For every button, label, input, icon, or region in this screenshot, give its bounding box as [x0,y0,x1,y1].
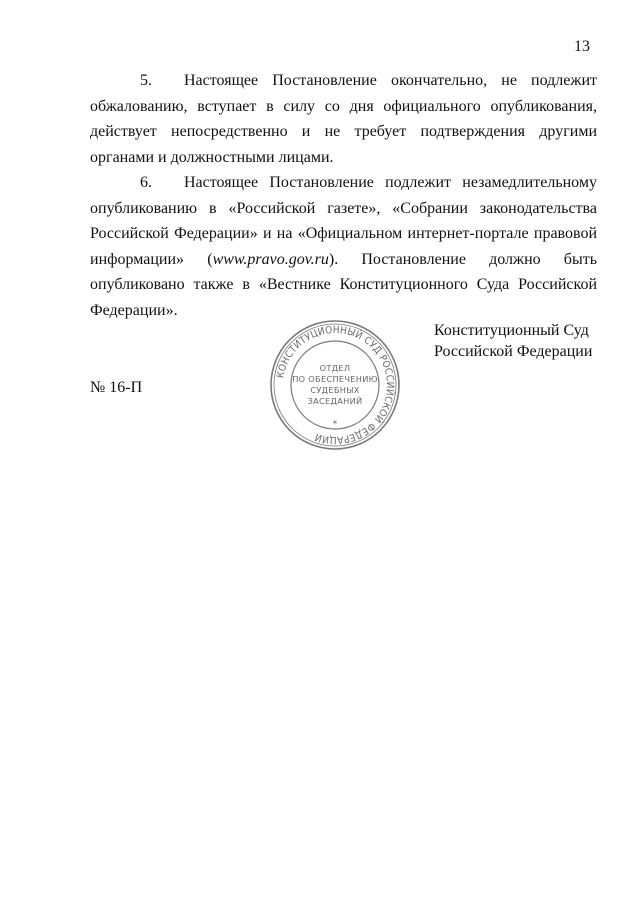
paragraph-text: Настоящее Постановление окончательно, не подлежит обжалованию, вступает в силу со дня официального опубликования, действует непосредственно и не требует подтверждения другими органами и должностными лицами. [90,72,597,166]
paragraph-5 [90,68,597,170]
decision-number: № 16-П [90,379,143,396]
issuer-line-1: Конституционный Суд [434,322,589,339]
seal-outer-textpath: КОНСТИТУЦИОННЫЙ СУД РОССИЙСКОЙ ФЕДЕРАЦИИ [275,324,396,446]
paragraph-number: 5. [140,72,152,89]
paragraph-number: 6. [140,174,152,191]
seal-inner-line-3: СУДЕБНЫХ [310,385,360,395]
official-seal-stamp [268,318,402,452]
paragraph-6 [90,170,597,323]
seal-inner-line-2: ПО ОБЕСПЕЧЕНИЮ [292,374,378,384]
seal-inner-line-1: ОТДЕЛ [319,363,351,373]
paragraph-text-before-url: Настоящее Постановление подлежит незамедлительному опубликованию в «Российской газете», «Собрании законодательства Российской Федерации» и на «Официальном интернет-портале правовой информации» ( [90,174,597,268]
seal-star-icon: * [332,419,338,430]
issuer-signature-block [434,320,592,362]
paragraph-text-after-url: ). Постановление должно быть опубликовано также в «Вестнике Конституционного Суда Российской Федерации». [90,250,597,319]
seal-inner-line-4: ЗАСЕДАНИЙ [307,396,363,406]
url-link-text: www.pravo.gov.ru [212,250,329,268]
page-number: 13 [574,38,590,55]
seal-graphic [268,318,402,452]
issuer-line-2: Российской Федерации [434,343,593,360]
